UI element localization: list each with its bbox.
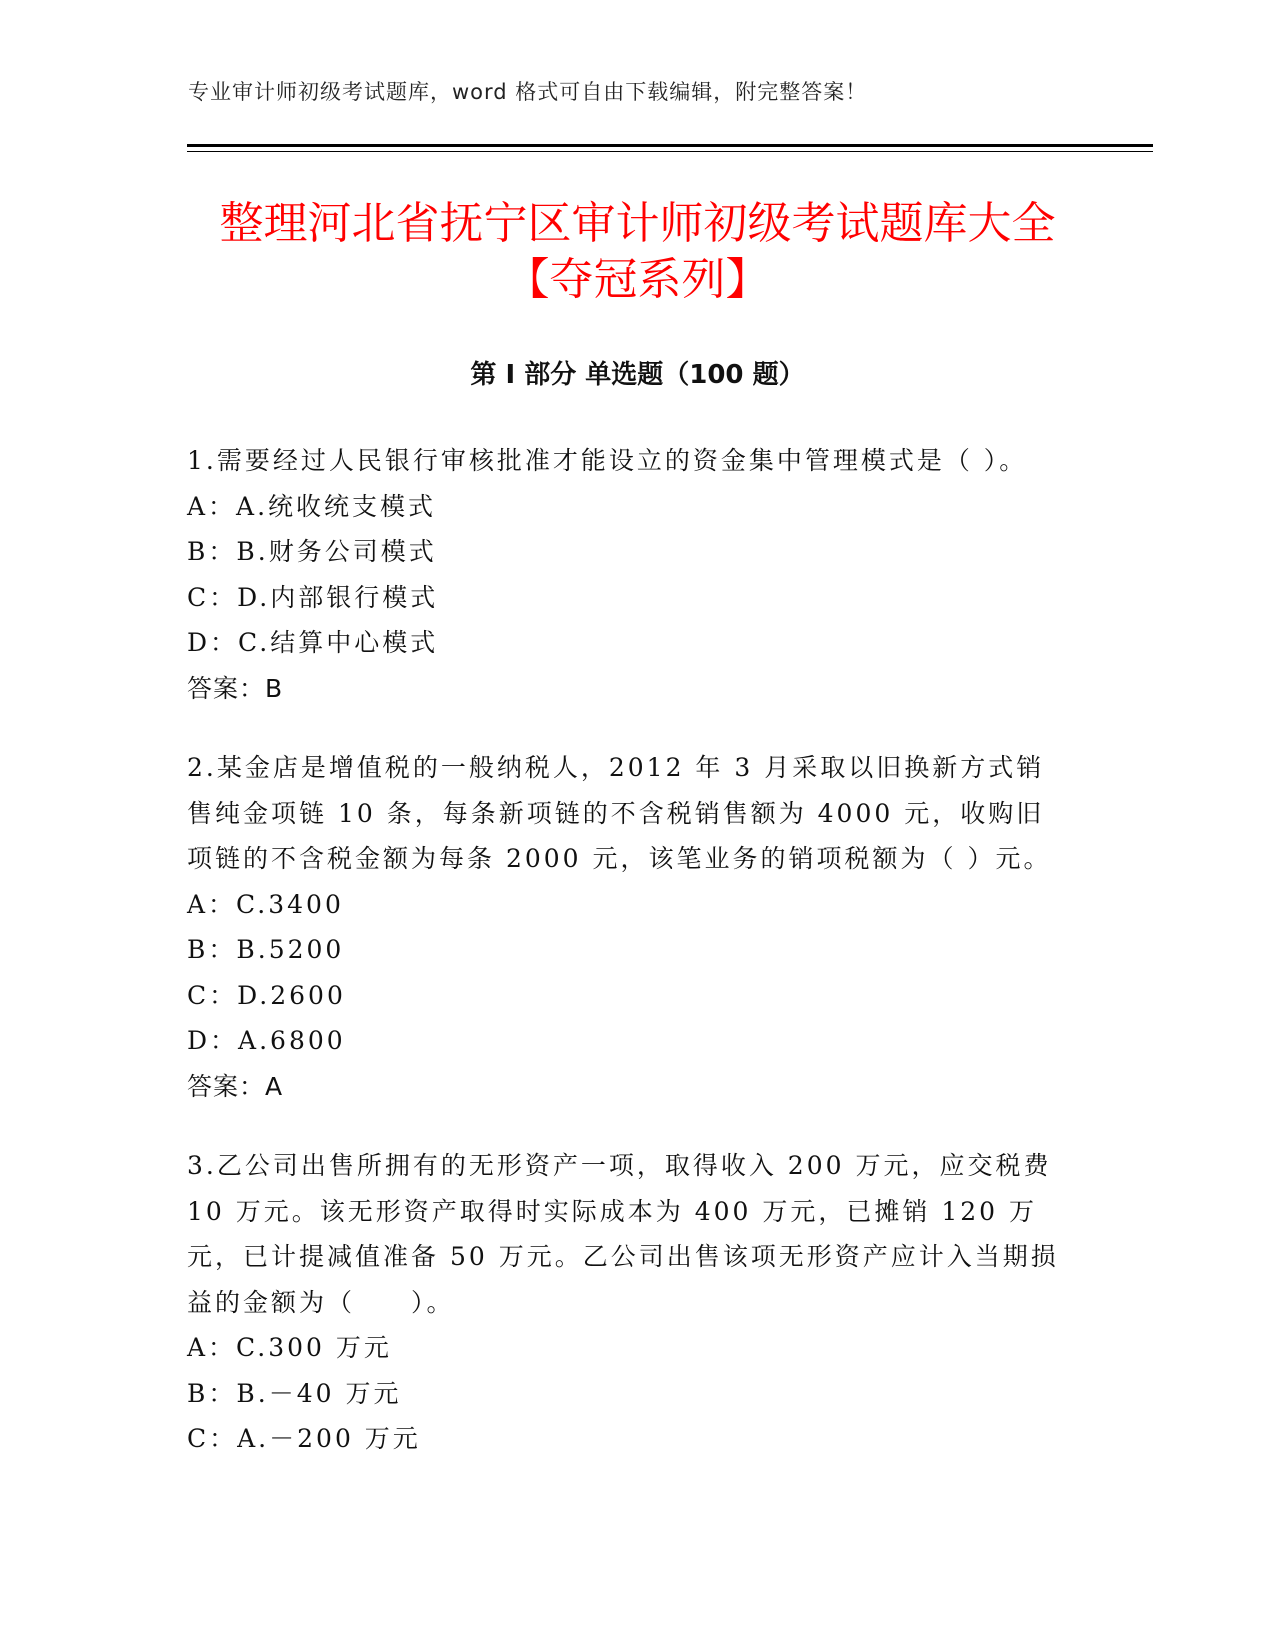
question-option-b: B：B.－40 万元: [187, 1378, 402, 1408]
question-answer: 答案：A: [187, 1071, 284, 1101]
question-option-c: C：D.2600: [187, 980, 346, 1010]
question-stem: 1.需要经过人民银行审核批准才能设立的资金集中管理模式是（ ）。: [187, 446, 1028, 475]
question-list: [187, 438, 1067, 1496]
document-title: [130, 196, 1145, 308]
question-option-b: B：B.5200: [187, 935, 345, 964]
question-1: [187, 438, 1067, 711]
document-title-line2: 【夺冠系列】: [505, 254, 770, 305]
question-option-c: C：D.内部银行模式: [187, 582, 439, 612]
question-option-d: D：A.6800: [187, 1026, 346, 1055]
question-option-a: A：A.统收统支模式: [187, 491, 437, 521]
header-rule-thick: [187, 144, 1153, 147]
question-option-c: C：A.－200 万元: [187, 1424, 421, 1453]
question-option-a: A：C.3400: [187, 889, 344, 919]
header-note: 专业审计师初级考试题库，word 格式可自由下载编辑，附完整答案！: [188, 80, 868, 104]
question-option-a: A：C.300 万元: [187, 1333, 392, 1362]
header-rule-thin: [187, 151, 1153, 152]
document-title-line1: 整理河北省抚宁区审计师初级考试题库大全: [219, 198, 1056, 249]
question-stem: 3.乙公司出售所拥有的无形资产一项，取得收入 200 万元，应交税费 10 万元。该无形资产取得时实际成本为 400 万元，已摊销 120 万元，已计提减值准备 50 万元。乙公司出售该项无形资产应计入当期损益的金额为（ ）。: [187, 1151, 1059, 1317]
question-3: [187, 1143, 1067, 1462]
question-answer: 答案：B: [187, 673, 284, 703]
question-option-d: D：C.结算中心模式: [187, 628, 439, 657]
question-stem: 2.某金店是增值税的一般纳税人，2012 年 3 月采取以旧换新方式销售纯金项链 10 条，每条新项链的不含税销售额为 4000 元，收购旧项链的不含税金额为每条 2000 元，该笔业务的销项税额为（ ）元。: [187, 753, 1052, 873]
question-option-b: B：B.财务公司模式: [187, 537, 437, 566]
question-2: [187, 745, 1067, 1109]
section-heading: 第 I 部分 单选题（100 题）: [470, 360, 805, 390]
